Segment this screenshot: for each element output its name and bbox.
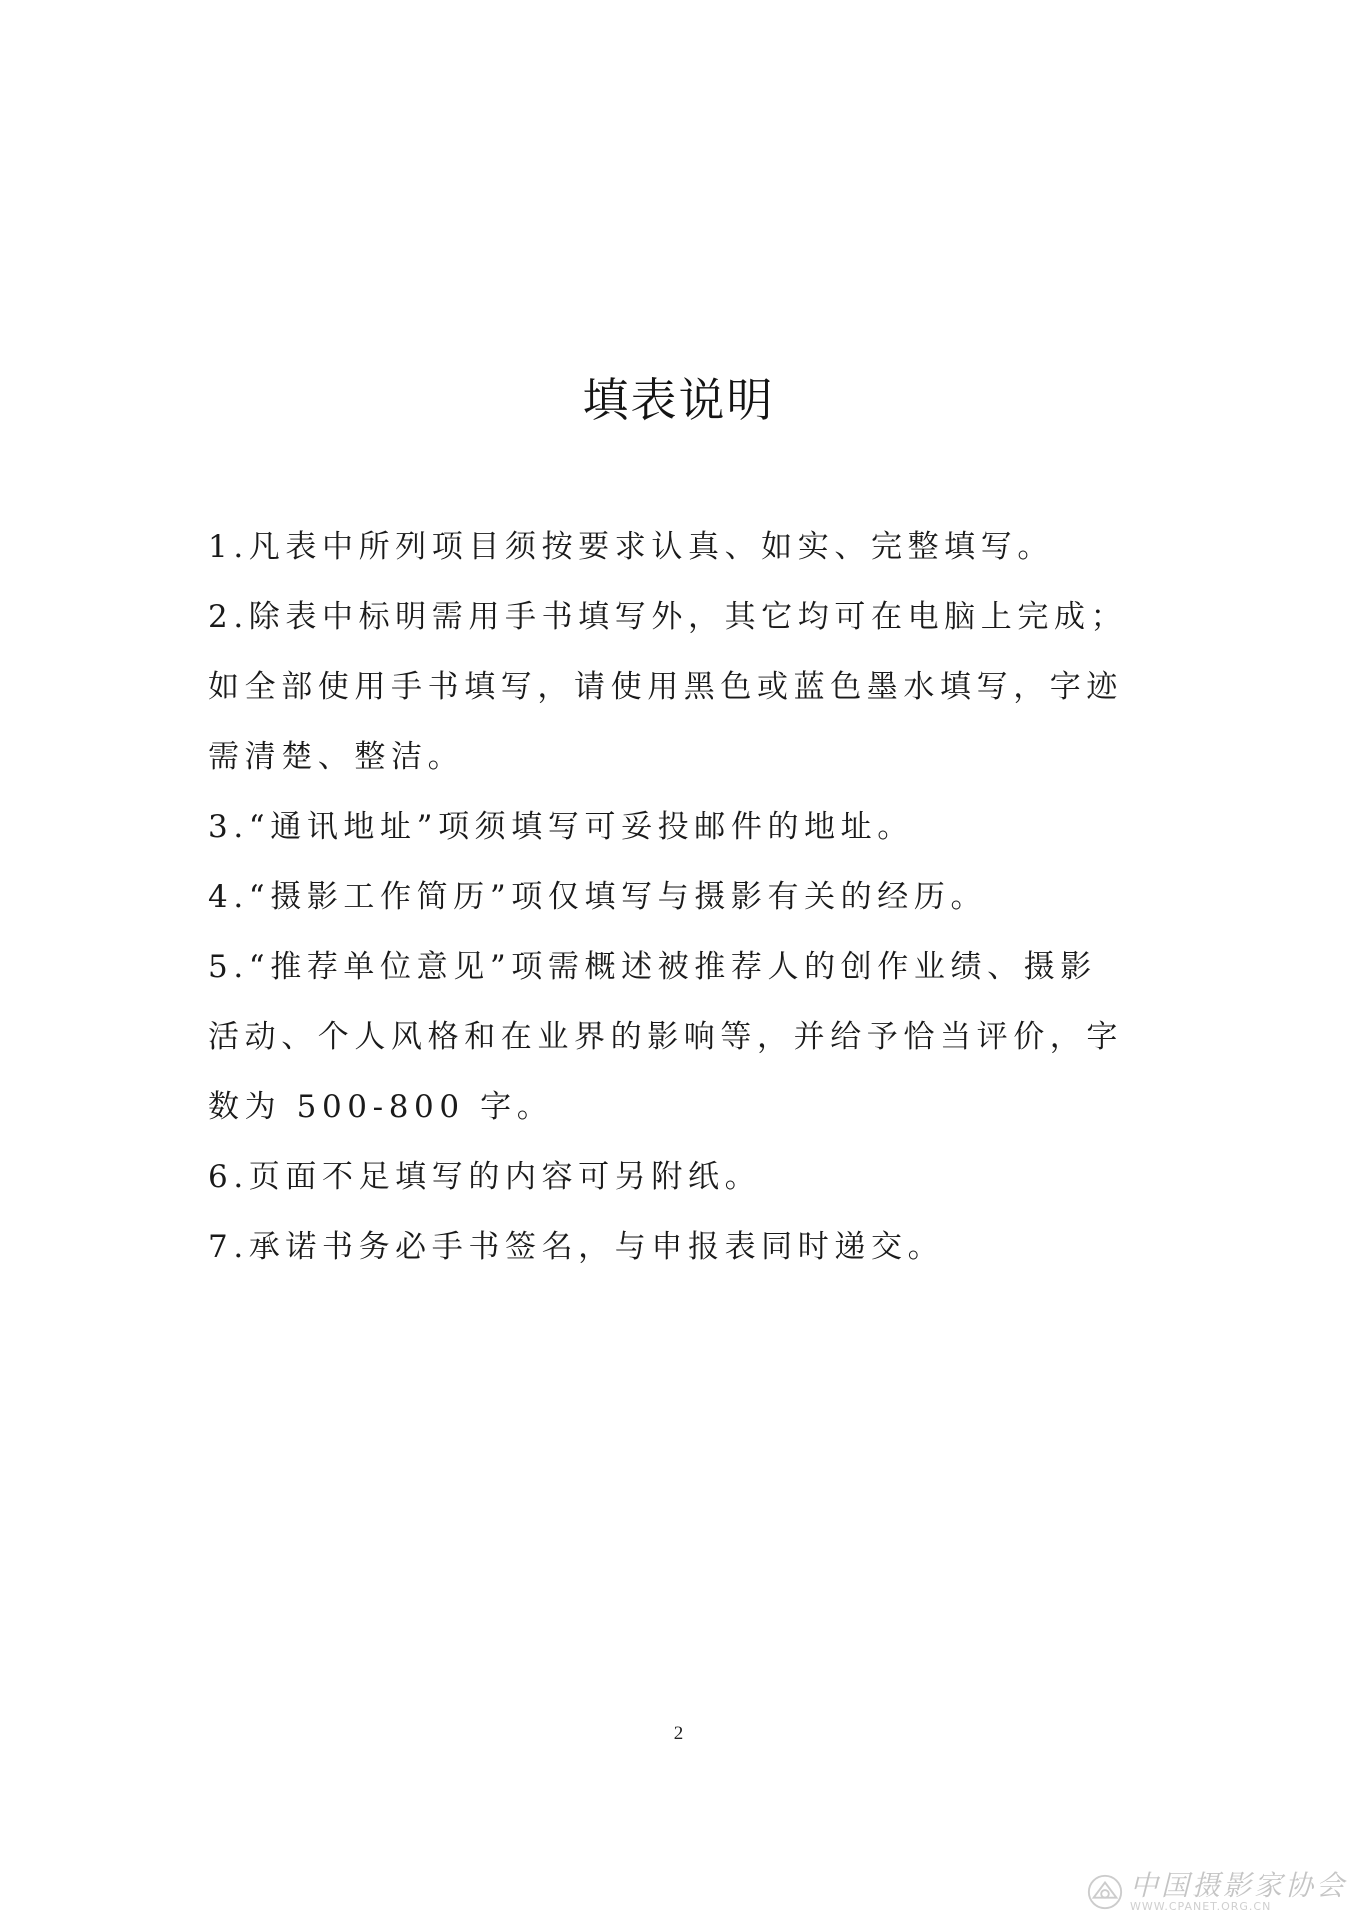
watermark-text bbox=[1129, 1868, 1347, 1913]
instruction-line: 数为 500-800 字。 bbox=[208, 1089, 554, 1125]
instruction-line: 活动、个人风格和在业界的影响等，并给予恰当评价，字 bbox=[208, 1019, 1123, 1055]
document-title: 填表说明 bbox=[582, 373, 775, 427]
instruction-line: 如全部使用手书填写，请使用黑色或蓝色墨水填写，字迹 bbox=[208, 669, 1123, 705]
instruction-line: 需清楚、整洁。 bbox=[208, 739, 465, 775]
instruction-line: 2.除表中标明需用手书填写外，其它均可在电脑上完成； bbox=[208, 599, 1128, 635]
watermark-name: 中国摄影家协会 bbox=[1129, 1868, 1347, 1902]
instruction-line: 3.“通讯地址”项须填写可妥投邮件的地址。 bbox=[208, 809, 914, 845]
instruction-line: 6.页面不足填写的内容可另附纸。 bbox=[208, 1159, 762, 1195]
instruction-line: 4.“摄影工作简历”项仅填写与摄影有关的经历。 bbox=[208, 879, 988, 915]
page-number: 2 bbox=[673, 1723, 684, 1744]
instruction-line: 1.凡表中所列项目须按要求认真、如实、完整填写。 bbox=[208, 529, 1054, 565]
watermark-url: WWW.CPANET.ORG.CN bbox=[1129, 1899, 1272, 1913]
watermark bbox=[1086, 1870, 1347, 1914]
cpanet-logo-icon bbox=[1086, 1873, 1124, 1911]
instructions-body bbox=[208, 512, 1128, 1282]
instruction-line: 7.承诺书务必手书签名，与申报表同时递交。 bbox=[208, 1229, 945, 1265]
instruction-line: 5.“推荐单位意见”项需概述被推荐人的创作业绩、摄影 bbox=[208, 949, 1097, 985]
